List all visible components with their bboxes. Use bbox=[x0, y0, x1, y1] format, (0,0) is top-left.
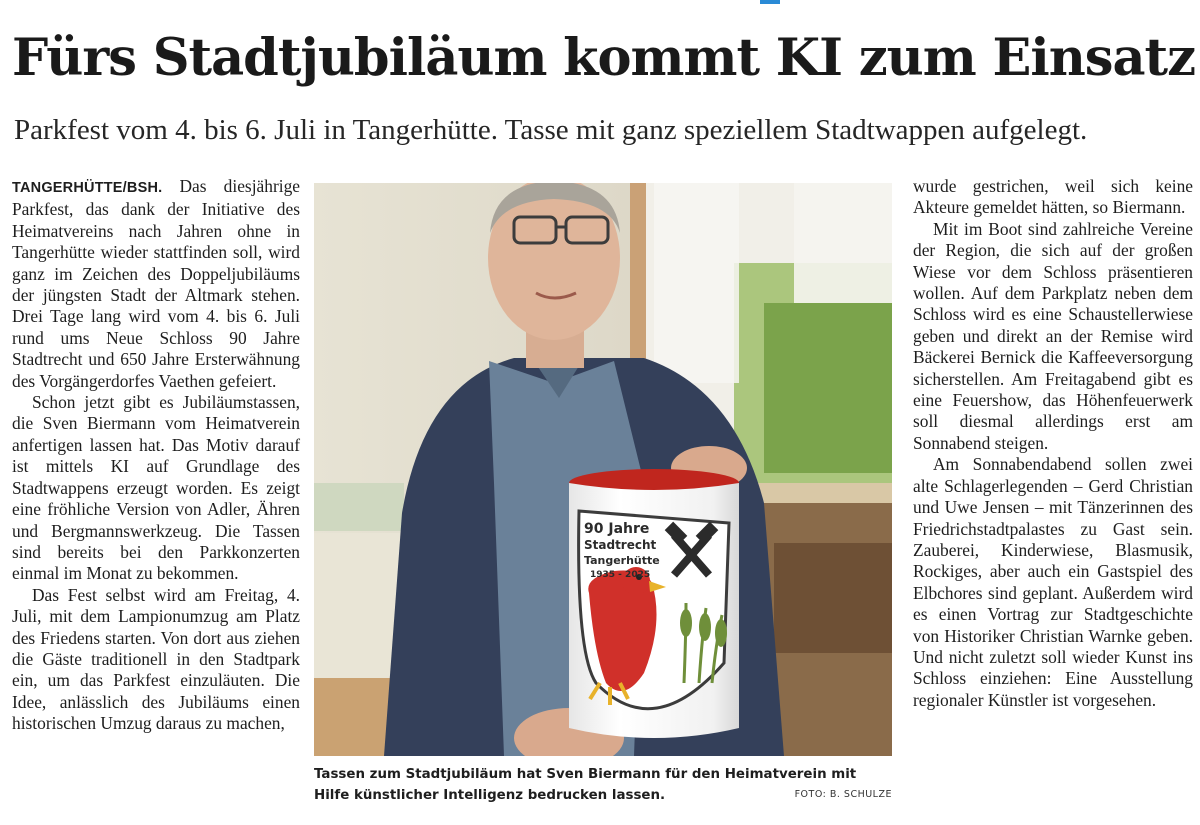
paragraph-4: wurde gestrichen, weil sich keine Akteure gemeldet hätten, so Biermann. bbox=[913, 176, 1193, 218]
article-photo bbox=[314, 183, 892, 756]
dateline: TANGERHÜTTE/BSH. bbox=[12, 180, 163, 196]
subheadline: Parkfest vom 4. bis 6. Juli in Tangerhütte. Tasse mit ganz speziellem Stadtwappen aufgelegt. bbox=[14, 114, 1088, 146]
photo-credit: FOTO: B. SCHULZE bbox=[794, 789, 892, 800]
headline: Fürs Stadtjubiläum kommt KI zum Einsatz bbox=[12, 28, 1196, 88]
paragraph-1 bbox=[12, 176, 300, 392]
paragraph-2: Schon jetzt gibt es Jubiläumstassen, die Sven Biermann vom Heimatverein anfertigen lassen hat. Das Motiv darauf ist mittels KI auf Grundlage des Stadtwappens erzeugt worden. Es zeigt eine fröhliche Version von Adler, Ähren und Bergmannswerkzeug. Die Tassen sind bereits bei den Parkkonzerten einmal im Monat zu bekommen. bbox=[12, 392, 300, 584]
paragraph-6: Am Sonnabendabend sollen zwei alte Schlagerlegenden – Gerd Christian und Uwe Jensen – mit Tänzerinnen des Friedrichstadtpalastes zu Gast sein. Zauberei, Kinderwiese, Blasmusik, Rockiges, aber auch ein Gastspiel des Elbchores sind geplant. Außerdem wird es einen Vortrag zur Stadtgeschichte von Historiker Christian Warnke geben. Und nicht zuletzt soll wieder Kunst ins Schloss einziehen: Eine Ausstellung regionaler Künstler ist vorgesehen. bbox=[913, 454, 1193, 710]
paragraph-5: Mit im Boot sind zahlreiche Vereine der Region, die sich auf der großen Wiese vor dem Schloss präsentieren wollen. Auf dem Parkplatz neben dem Schloss wird es eine Schaustellerwiese geben und direkt an der Remise wird Bäckerei Bernick die Kaffeeversorgung sicherstellen. Am Freitagabend gibt es eine Feuershow, das Höhenfeuerwerk soll diesmal allerdings erst am Sonnabend steigen. bbox=[913, 218, 1193, 453]
top-color-marker bbox=[760, 0, 780, 4]
photo-caption: Tassen zum Stadtjubiläum hat Sven Biermann für den Heimatverein mit Hilfe künstlicher Intelligenz bedrucken lassen. bbox=[314, 767, 857, 803]
paragraph-3: Das Fest selbst wird am Freitag, 4. Juli, mit dem Lampionumzug am Platz des Friedens starten. Von dort aus ziehen die Gäste traditionell in den Stadtpark ein, um das Parkfest einzuläuten. Die Idee, anlässlich des Jubiläums einen historischen Umzug daraus zu machen, bbox=[12, 584, 300, 734]
mug-text-line-3: Tangerhütte bbox=[584, 554, 660, 567]
mug-text-line-1: 90 Jahre bbox=[584, 521, 650, 537]
article-column-left bbox=[12, 176, 300, 735]
article-column-right bbox=[913, 176, 1193, 711]
mug-text-line-2: Stadtrecht bbox=[584, 538, 657, 552]
mug-text-line-4: 1935 - 2025 bbox=[590, 570, 651, 580]
paragraph-text: Das diesjährige Parkfest, das dank der Initiative des Heimatvereins nach Jahren ohne in Tangerhütte wieder stattfinden soll, wird ganz im Zeichen des Doppeljubiläums der jüngsten Stadt der Altmark stehen. Drei Tage lang wird vom 4. bis 6. Juli rund ums Neue Schloss 90 Jahre Stadtrecht und 650 Jahre Ersterwähnung des Vorgängerdorfes Vaethen gefeiert. bbox=[12, 176, 300, 391]
